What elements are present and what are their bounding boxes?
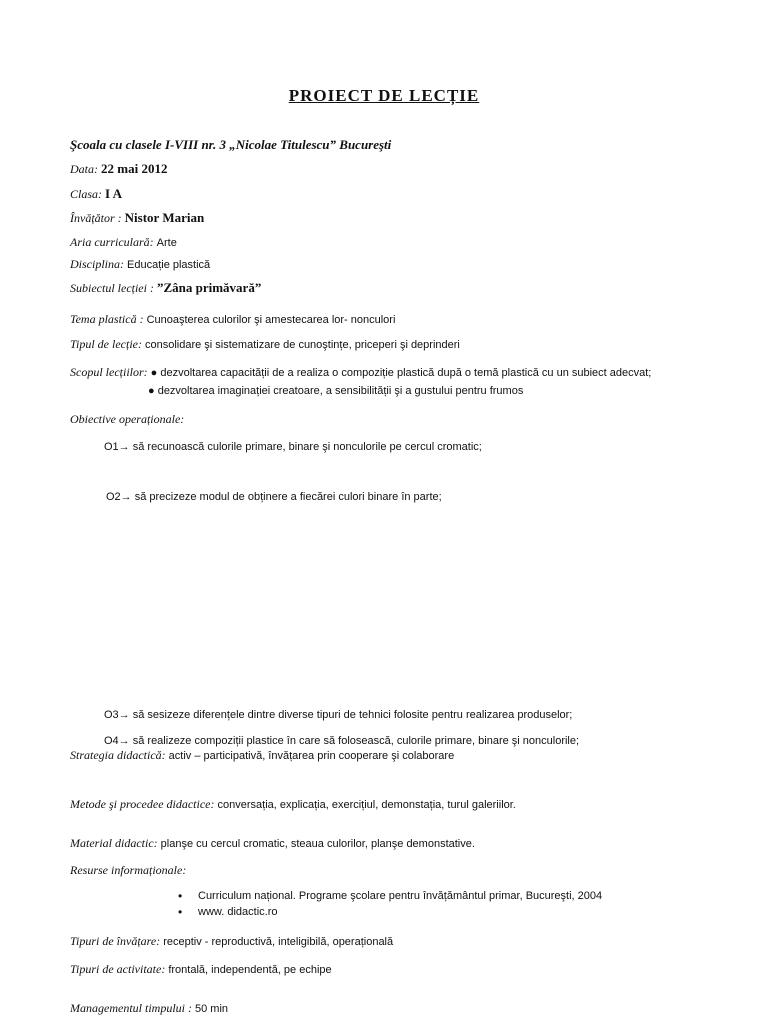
teacher-value: Nistor Marian xyxy=(124,210,205,225)
material-value: planşe cu cercul cromatic, steaua culorilor, planşe demonstative. xyxy=(160,838,475,850)
time-management-row xyxy=(70,1000,228,1017)
lesson-scope-item: ● dezvoltarea capacității de a realiza o compoziție plastică după o temă plastică cu un subiect adecvat; xyxy=(150,367,652,379)
strategy-row xyxy=(70,747,454,764)
class-value: I A xyxy=(105,186,122,201)
date-label: Data: xyxy=(70,162,98,176)
subject-value: ”Zâna primăvară” xyxy=(156,280,262,295)
objective-item: O1→ să recunoască culorile primare, binare şi nonculorile pe cercul cromatic; xyxy=(104,441,482,453)
page-title: PROIECT DE LECȚIE xyxy=(288,86,480,105)
resources-list xyxy=(178,888,602,920)
activity-types-value: frontală, independentă, pe echipe xyxy=(168,964,332,976)
lesson-type-row xyxy=(70,336,460,353)
subject-label: Subiectul lecției : xyxy=(70,281,154,295)
lesson-type-value: consolidare şi sistematizare de cunoştințe, priceperi şi deprinderi xyxy=(144,339,460,351)
plastic-theme-label: Tema plastică : xyxy=(70,312,144,326)
objective-item: O2→ să precizeze modul de obținere a fiecărei culori binare în parte; xyxy=(106,491,442,503)
teacher-row xyxy=(70,210,204,226)
activity-types-row xyxy=(70,961,332,978)
strategy-value: activ – participativă, învățarea prin cooperare şi colaborare xyxy=(168,750,455,762)
date-row xyxy=(70,161,167,177)
discipline-value: Educație plastică xyxy=(127,259,211,271)
lesson-scope-item: ● dezvoltarea imaginației creatoare, a sensibilității şi a gustului pentru frumos xyxy=(148,385,524,397)
objective-item: O3→ să sesizeze diferențele dintre diverse tipuri de tehnici folosite pentru realizarea produselor; xyxy=(104,709,573,721)
activity-types-label: Tipuri de activitate: xyxy=(70,962,166,976)
curricular-area-row xyxy=(70,234,177,251)
curricular-area-label: Aria curriculară: xyxy=(70,235,154,249)
learning-types-value: receptiv - reproductivă, inteligibilă, operațională xyxy=(163,936,394,948)
plastic-theme-value: Cunoaşterea culorilor şi amestecarea lor- nonculori xyxy=(146,314,396,326)
learning-types-label: Tipuri de învățare: xyxy=(70,934,161,948)
time-management-label: Managementul timpului : xyxy=(70,1001,192,1015)
plastic-theme-row xyxy=(70,311,395,328)
strategy-label: Strategia didactică: xyxy=(70,748,166,762)
class-row xyxy=(70,186,122,202)
lesson-scope-label: Scopul lecțiilor: xyxy=(70,365,148,379)
list-item: • www. didactic.ro xyxy=(178,904,602,920)
curricular-area-value: Arte xyxy=(156,237,177,249)
school-name: Şcoala cu clasele I-VIII nr. 3 „Nicolae Titulescu” Bucureşti xyxy=(70,137,392,152)
subject-row xyxy=(70,280,261,296)
discipline-label: Disciplina: xyxy=(70,257,124,271)
discipline-row xyxy=(70,256,210,273)
class-label: Clasa: xyxy=(70,187,103,201)
material-label: Material didactic: xyxy=(70,836,158,850)
resources-label: Resurse informaționale: xyxy=(70,863,187,877)
lesson-scope-row xyxy=(70,364,651,381)
methods-row xyxy=(70,796,516,813)
material-row xyxy=(70,835,475,852)
teacher-label: Învățător : xyxy=(70,211,122,225)
lesson-type-label: Tipul de lecție: xyxy=(70,337,142,351)
time-management-value: 50 min xyxy=(194,1003,229,1015)
learning-types-row xyxy=(70,933,393,950)
objective-item: O4→ să realizeze compoziții plastice în care să folosească, culorile primare, binare şi nonculorile; xyxy=(104,735,580,747)
objectives-label: Obiective operaționale: xyxy=(70,412,185,426)
methods-value: conversația, explicația, exercițiul, demonstația, turul galeriilor. xyxy=(217,799,516,811)
list-item: • Curriculum național. Programe şcolare pentru învățământul primar, Bucureşti, 2004 xyxy=(178,888,602,904)
methods-label: Metode şi procedee didactice: xyxy=(70,797,215,811)
date-value: 22 mai 2012 xyxy=(101,161,168,176)
